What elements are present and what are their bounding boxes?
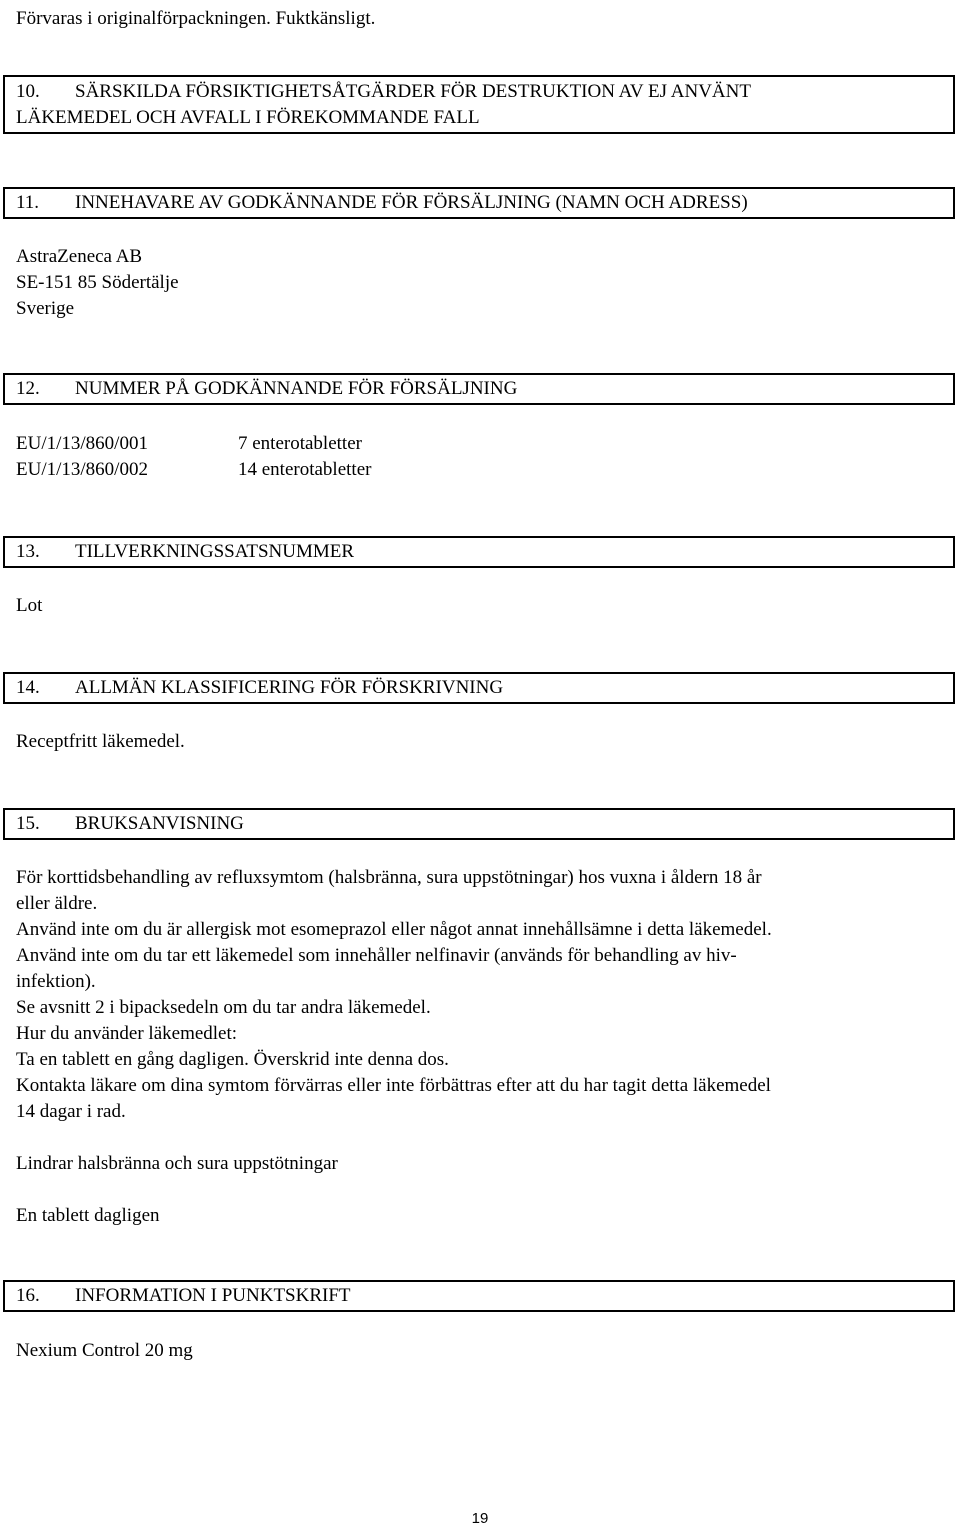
section-10-header (3, 75, 955, 134)
holder-address: SE-151 85 Södertälje (16, 272, 179, 293)
section-number: 13. (16, 541, 40, 562)
page-number: 19 (471, 1510, 489, 1527)
section-number: 11. (16, 192, 40, 213)
section-title: NUMMER PÅ GODKÄNNANDE FÖR FÖRSÄLJNING (75, 378, 518, 399)
holder-name: AstraZeneca AB (16, 246, 143, 267)
storage-note: Förvaras i originalförpackningen. Fuktkänsligt. (16, 8, 376, 29)
section-number: 16. (16, 1285, 40, 1306)
classification-text: Receptfritt läkemedel. (16, 731, 185, 752)
section-title: INFORMATION I PUNKTSKRIFT (75, 1285, 351, 1306)
section-15-header (3, 808, 955, 840)
lot-label: Lot (16, 595, 43, 616)
approval-code: EU/1/13/860/002 (16, 459, 148, 480)
instruction-line: infektion). (16, 971, 96, 992)
approval-code: EU/1/13/860/001 (16, 433, 148, 454)
instruction-line: Se avsnitt 2 i bipacksedeln om du tar andra läkemedel. (16, 997, 431, 1018)
dosage-text: En tablett dagligen (16, 1205, 160, 1226)
section-number: 14. (16, 677, 40, 698)
section-number: 15. (16, 813, 40, 834)
instruction-line: Hur du använder läkemedlet: (16, 1023, 238, 1044)
instruction-line: eller äldre. (16, 893, 98, 914)
section-title-line-2: LÄKEMEDEL OCH AVFALL I FÖREKOMMANDE FALL (16, 107, 480, 128)
approval-desc: 14 enterotabletter (238, 459, 372, 480)
section-number: 12. (16, 378, 40, 399)
section-title: TILLVERKNINGSSATSNUMMER (75, 541, 355, 562)
braille-text: Nexium Control 20 mg (16, 1340, 193, 1361)
section-title: INNEHAVARE AV GODKÄNNANDE FÖR FÖRSÄLJNING (NAMN OCH ADRESS) (75, 192, 748, 213)
approval-desc: 7 enterotabletter (238, 433, 362, 454)
holder-country: Sverige (16, 298, 75, 319)
instruction-line: Kontakta läkare om dina symtom förvärras eller inte förbättras efter att du har tagit detta läkemedel (16, 1075, 771, 1096)
section-number: 10. (16, 81, 40, 102)
section-14-header (3, 672, 955, 704)
section-title: BRUKSANVISNING (75, 813, 244, 834)
indication-text: Lindrar halsbränna och sura uppstötningar (16, 1153, 338, 1174)
section-11-header (3, 187, 955, 219)
instruction-line: Använd inte om du är allergisk mot esomeprazol eller något annat innehållsämne i detta läkemedel. (16, 919, 772, 940)
instruction-line: Ta en tablett en gång dagligen. Överskrid inte denna dos. (16, 1049, 449, 1070)
section-13-header (3, 536, 955, 568)
section-12-header (3, 373, 955, 405)
instruction-line: För korttidsbehandling av refluxsymtom (halsbränna, sura uppstötningar) hos vuxna i åldern 18 år (16, 867, 762, 888)
instruction-line: 14 dagar i rad. (16, 1101, 126, 1122)
section-16-header (3, 1280, 955, 1312)
section-title-line-1: SÄRSKILDA FÖRSIKTIGHETSÅTGÄRDER FÖR DESTRUKTION AV EJ ANVÄNT (75, 81, 751, 102)
instruction-line: Använd inte om du tar ett läkemedel som innehåller nelfinavir (används för behandling av hiv- (16, 945, 737, 966)
section-title: ALLMÄN KLASSIFICERING FÖR FÖRSKRIVNING (75, 677, 504, 698)
